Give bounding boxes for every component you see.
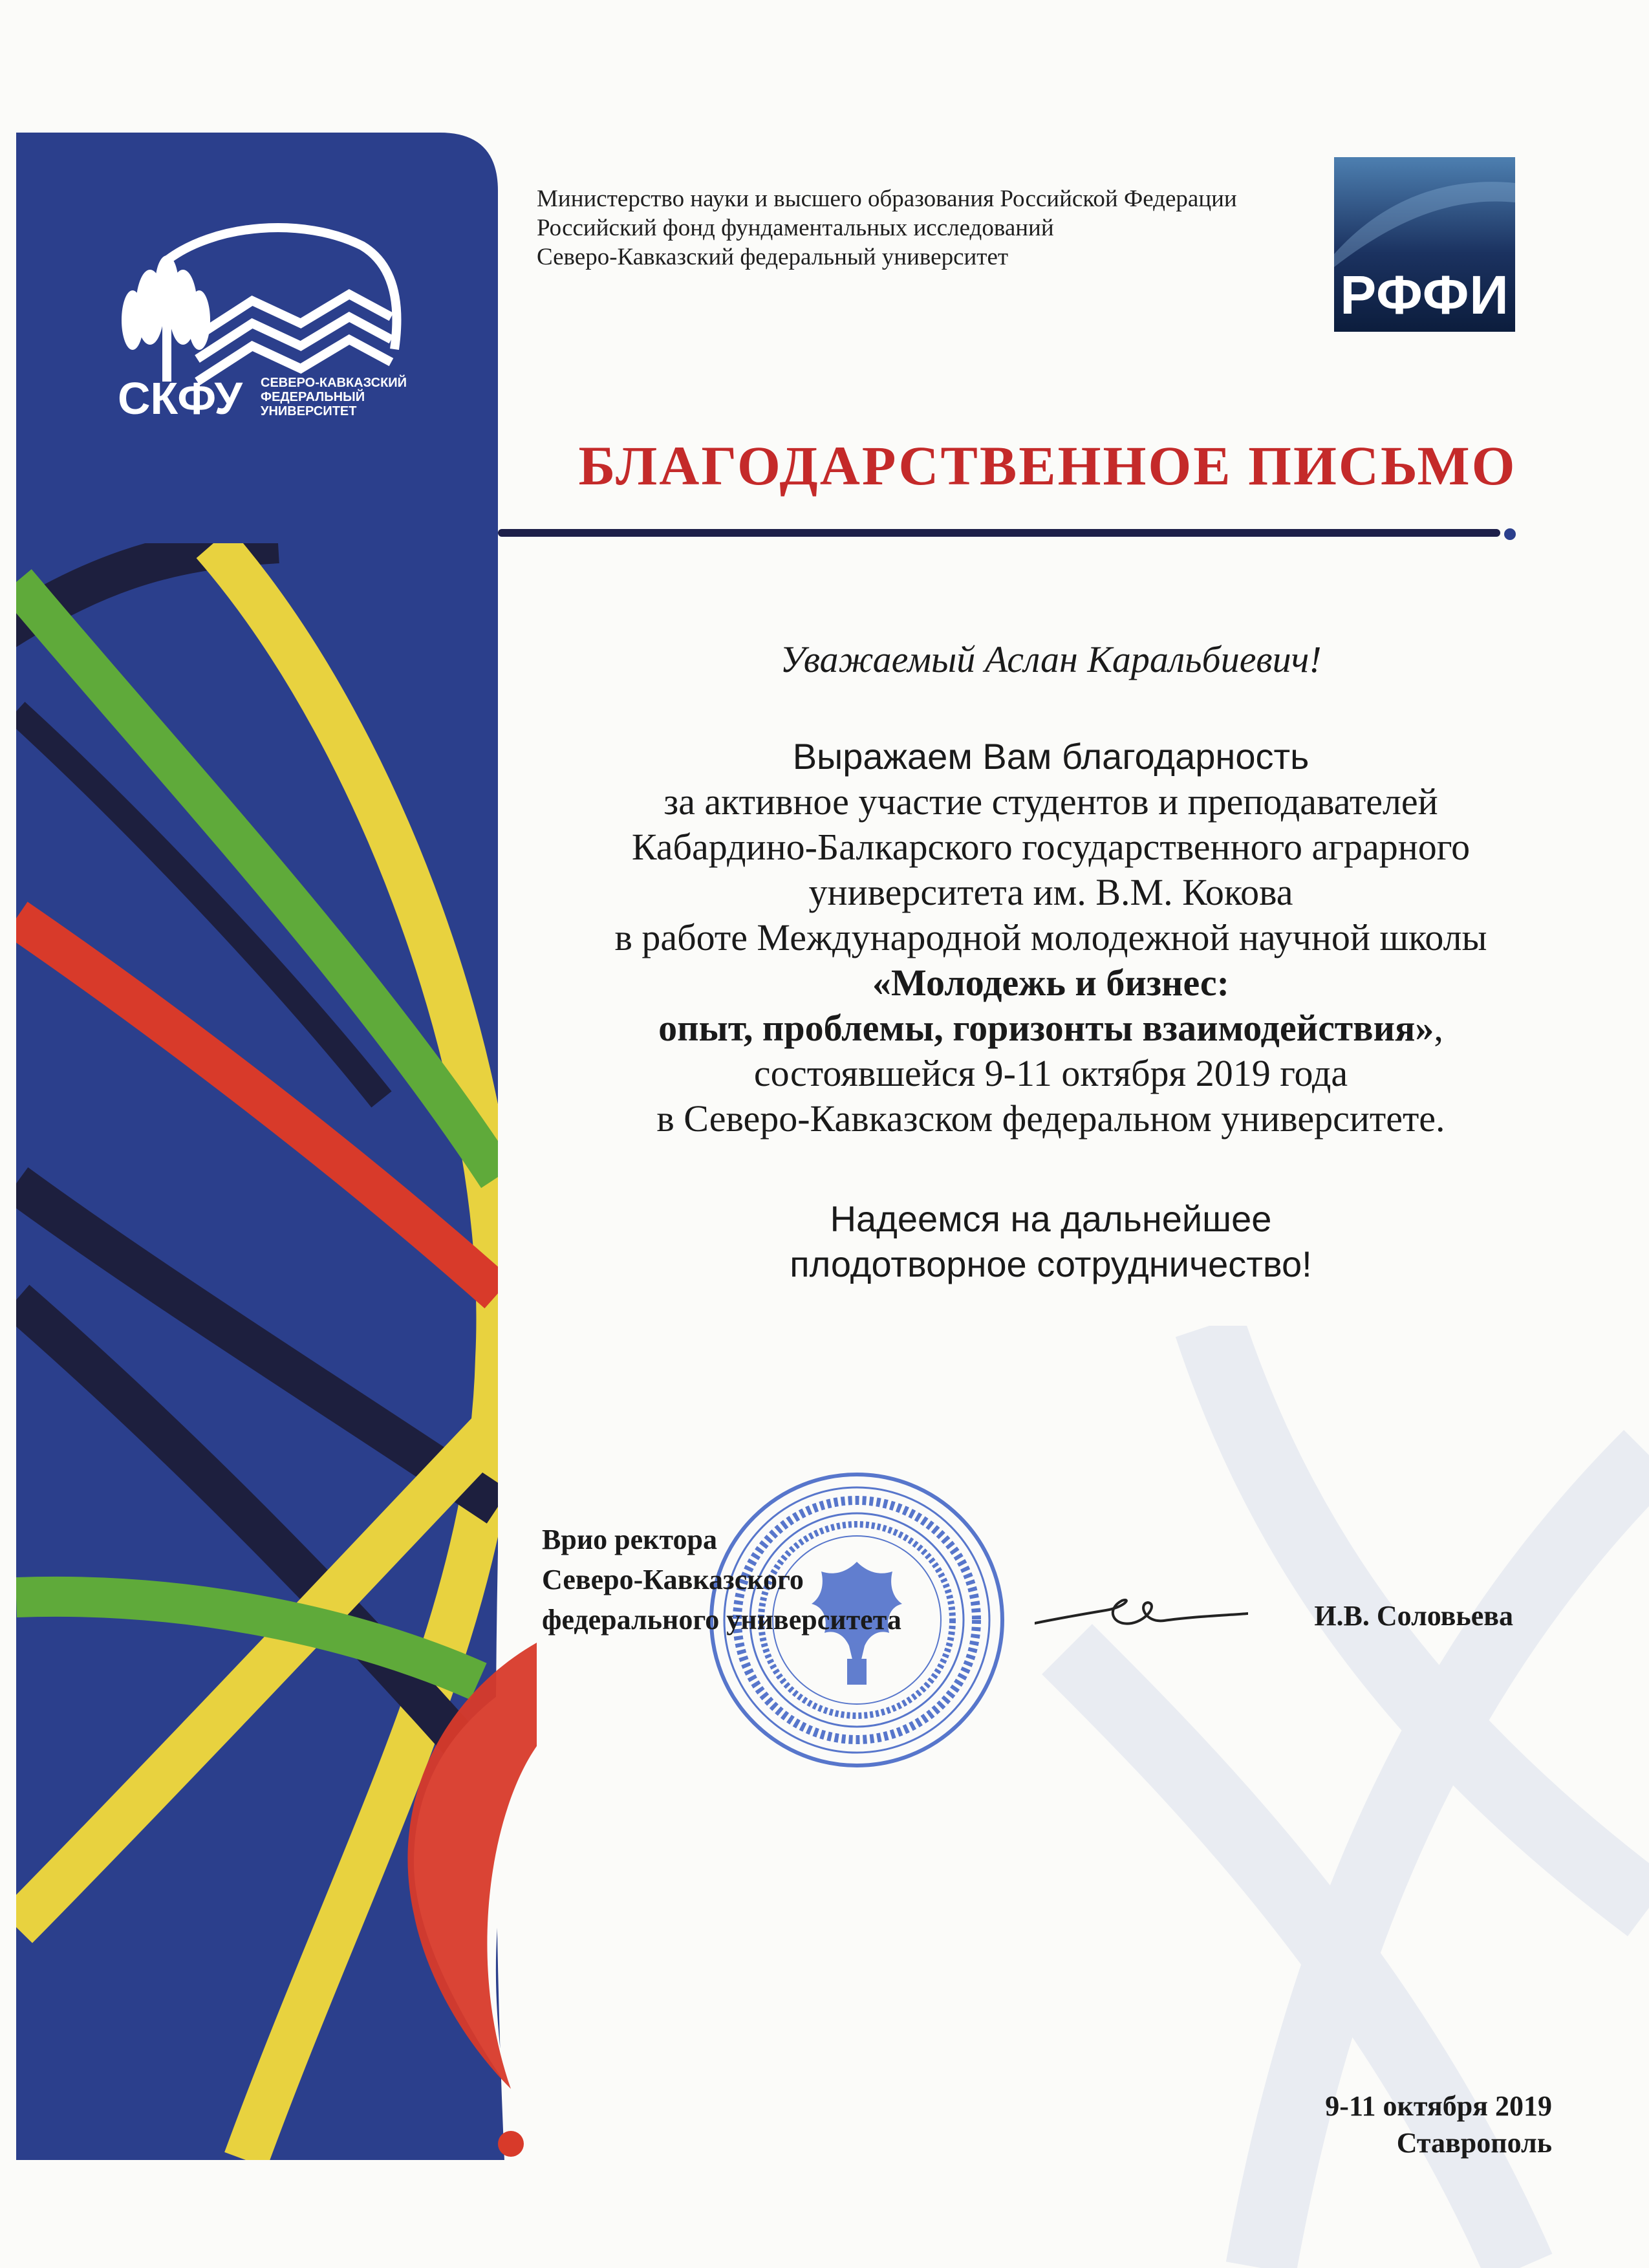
header-line-rffi: Российский фонд фундаментальных исследований [537,215,1054,241]
skfu-abbr: СКФУ [118,373,242,424]
closing-line-2: плодотворное сотрудничество! [790,1244,1312,1284]
body-line-2: за активное участие студентов и преподавателей [663,781,1438,823]
title-underline [498,525,1516,541]
signatory-position-line-1: Врио ректора [542,1524,718,1555]
skfu-full-1: СЕВЕРО-КАВКАЗСКИЙ [261,376,407,390]
footer-date: 9-11 октября 2019 [1325,2090,1552,2122]
header-line-university: Северо-Кавказский федеральный университет [537,244,1009,270]
event-venue-line: в Северо-Кавказском федеральном университете. [656,1097,1445,1139]
handwritten-signature [1035,1578,1248,1649]
body-line-3: Кабардино-Балкарского государственного аграрного [631,826,1471,868]
salutation: Уважаемый Аслан Каральбиевич! [780,638,1322,680]
rffi-logo [1334,157,1515,332]
event-title-line-1: «Молодежь и бизнес: [872,962,1229,1004]
signatory-position-line-2: Северо-Кавказского [542,1564,804,1595]
footer-city: Ставрополь [1396,2127,1552,2159]
skfu-full-3: УНИВЕРСИТЕТ [261,404,357,418]
body-line-1: Выражаем Вам благодарность [792,736,1310,777]
event-title-line-2: опыт, проблемы, горизонты взаимодействия» [658,1007,1434,1049]
signatory-position [542,1520,995,1640]
body-line-5: в работе Международной молодежной научной школы [614,916,1487,958]
issuer-header [537,184,1313,272]
signatory-name: И.В. Соловьева [1314,1600,1513,1632]
skfu-full-2: ФЕДЕРАЛЬНЫЙ [261,390,365,404]
page-title: БЛАГОДАРСТВЕННОЕ ПИСЬМО [578,435,1517,497]
letter-body [504,637,1597,1287]
rffi-logo-text: РФФИ [1340,265,1509,325]
closing-line-1: Надеемся на дальнейшее [830,1198,1272,1239]
footer-date-place [1164,2088,1552,2161]
flame-dot [498,2131,524,2157]
closing-block [504,1196,1597,1287]
signatory-position-line-3: федерального университета [542,1604,901,1636]
body-line-4: университета им. В.М. Кокова [808,871,1293,913]
event-title-line-2-wrap [504,1006,1597,1051]
event-title-comma: , [1434,1007,1443,1049]
header-line-ministry: Министерство науки и высшего образования Российской Федерации [537,186,1237,212]
event-date-line: состоявшейся 9-11 октября 2019 года [753,1052,1348,1094]
